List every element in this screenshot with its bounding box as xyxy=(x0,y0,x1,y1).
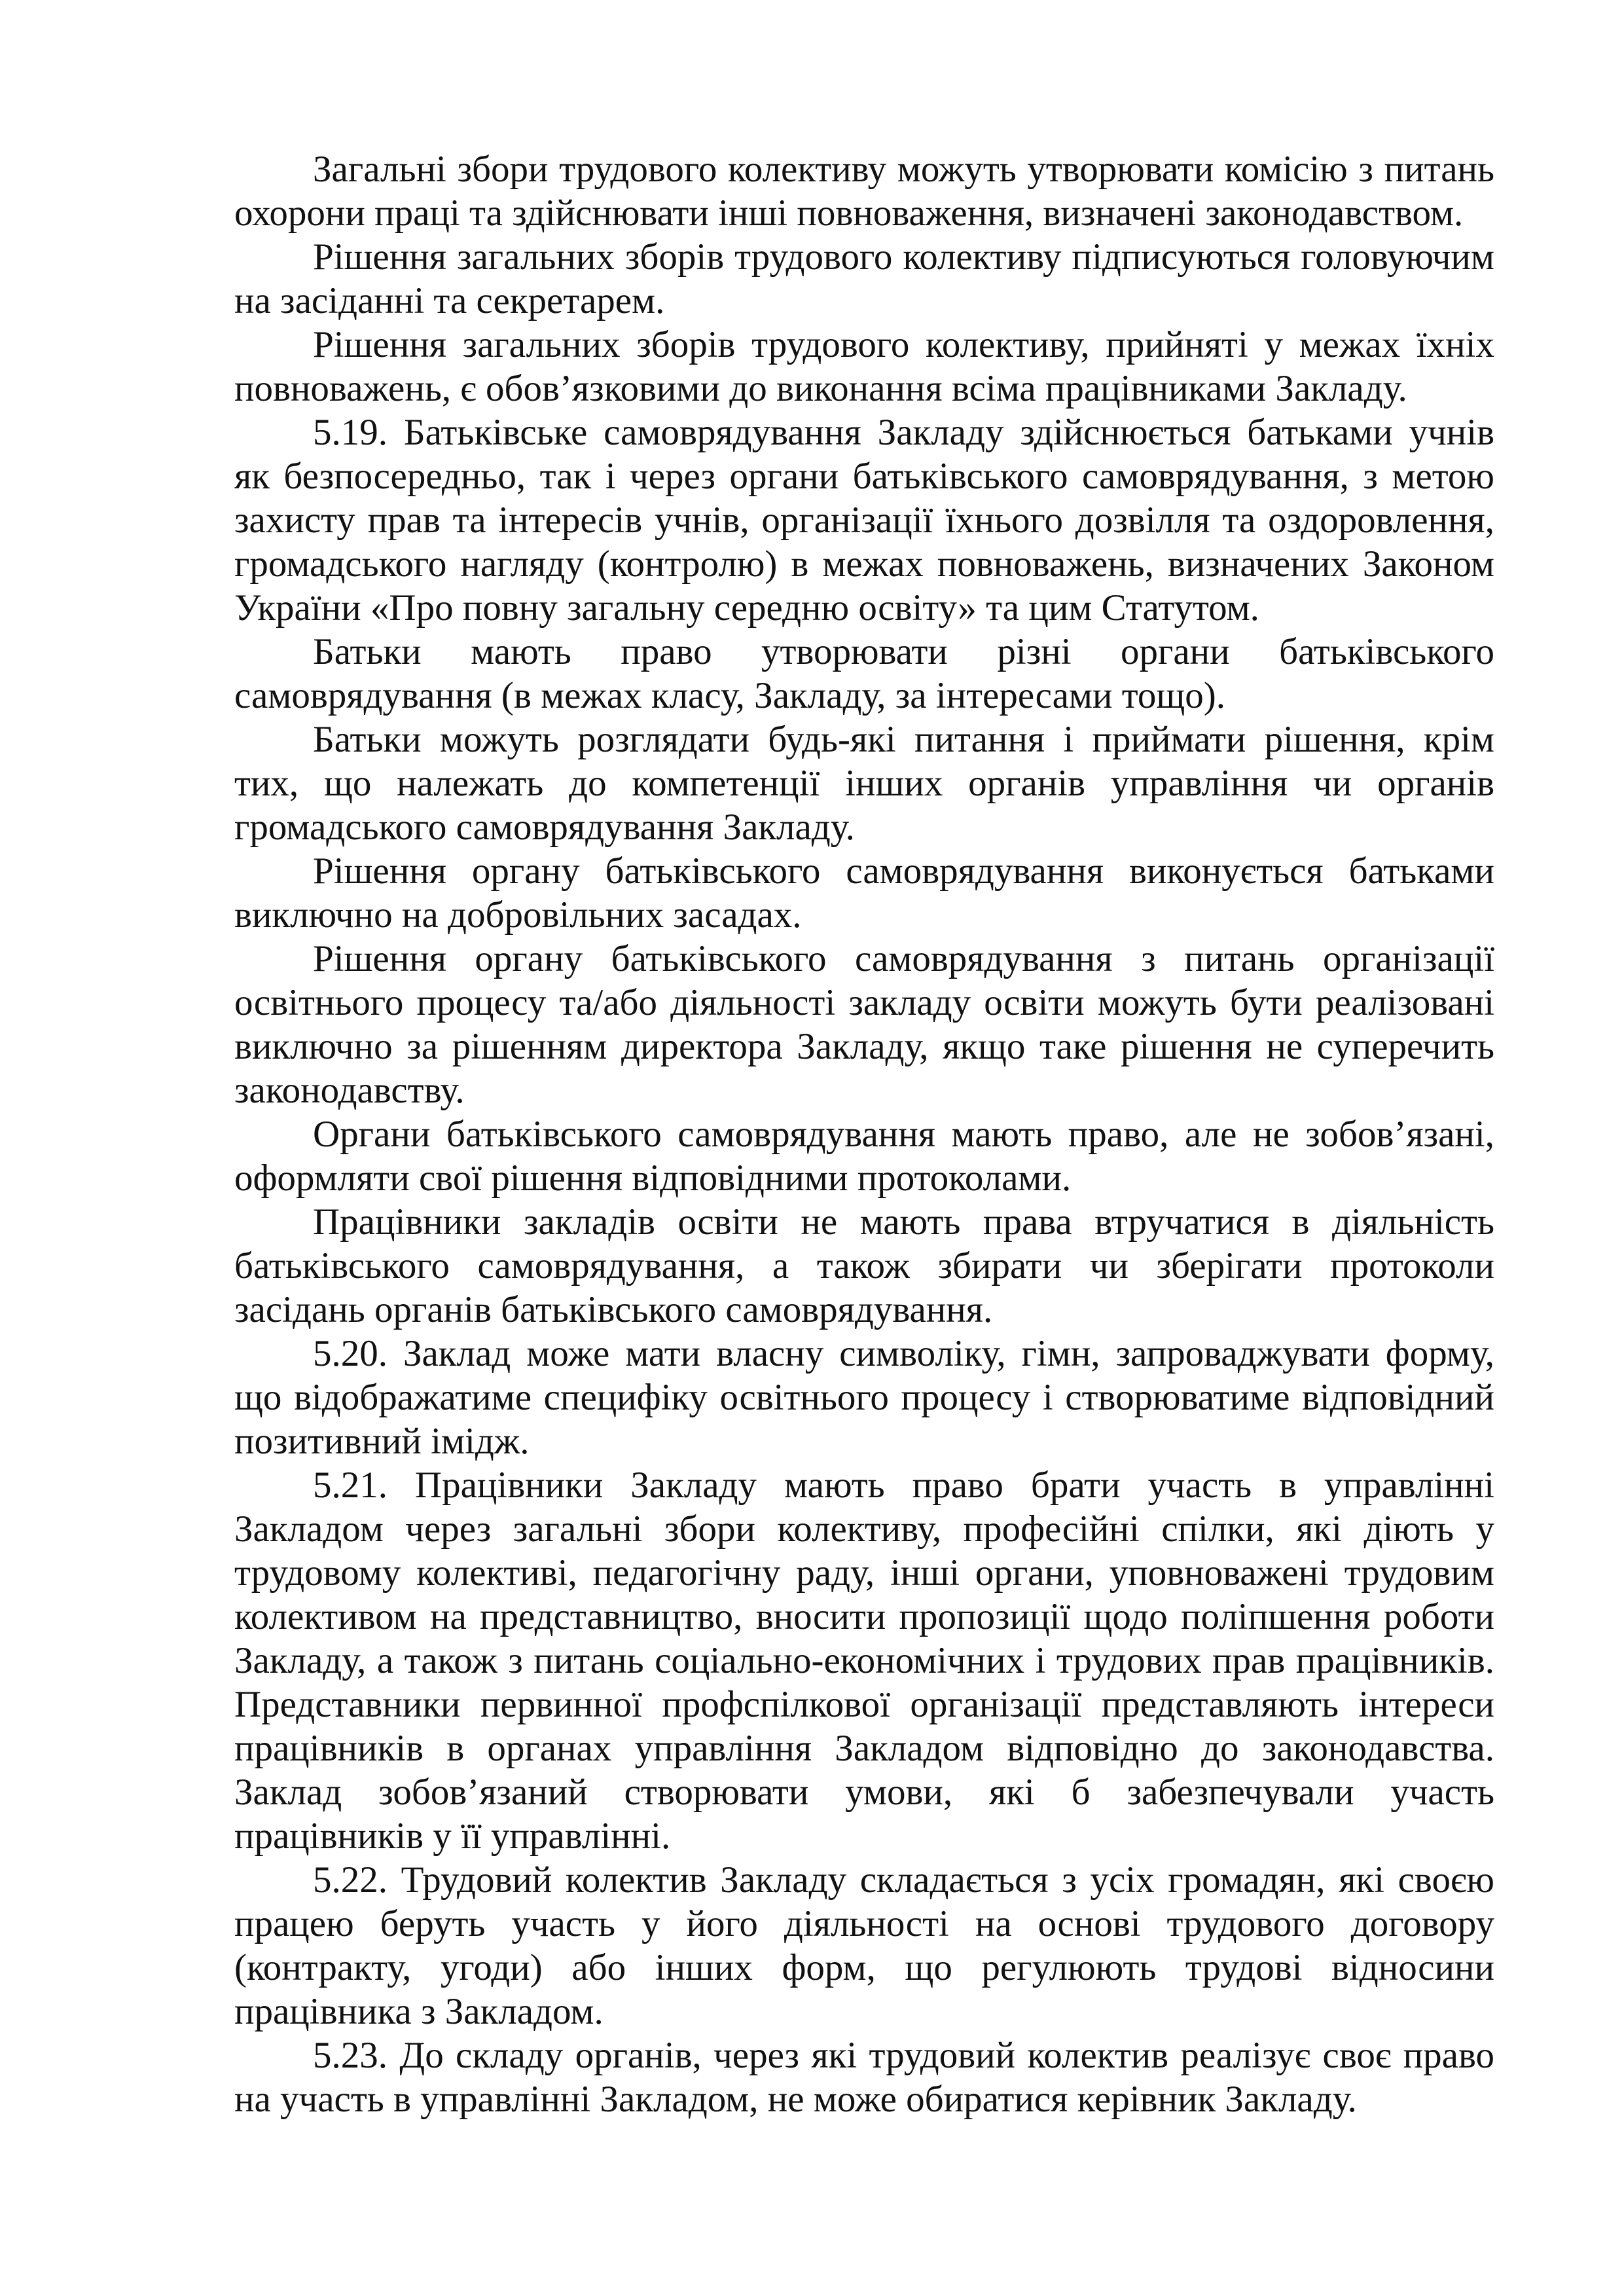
paragraph-protocols-optional: Органи батьківського самоврядування мають право, але не зобов’язані, оформляти свої рішення відповідними протоколами. xyxy=(234,1114,1494,1199)
paragraph-parents-questions: Батьки можуть розглядати будь-які питання і приймати рішення, крім тих, що належать до компетенції інших органів управління чи органів громадського самоврядування Закладу. xyxy=(234,719,1494,848)
paragraph-5-23-head-excluded: 5.23. До складу органів, через які трудовий колектив реалізує своє право на участь в управлінні Закладом, не може обиратися керівник Закладу. xyxy=(234,2035,1494,2120)
paragraph-5-21-employee-participation: 5.21. Працівники Закладу мають право брати участь в управлінні Закладом через загальні збори колективу, професійні спілки, які діють у трудовому колективі, педагогічну раду, інші органи, уповноважені трудовим колективом на представництво, вносити пропозиції щодо поліпшення роботи Закладу, а також з питань соціально-економічних і трудових прав працівників. Представники первинної профспілкової організації представляють інтереси працівників в органах управління Закладом відповідно до законодавства. Заклад зобов’язаний створювати умови, які б забезпечували участь працівників у її управлінні. xyxy=(234,1465,1494,1857)
paragraph-general-meeting-commission: Загальні збори трудового колективу можуть утворювати комісію з питань охорони праці та здійснювати інші повноваження, визначені законодавством. xyxy=(234,149,1494,234)
document-body xyxy=(234,147,1494,2121)
paragraph-5-19-parental-self-government: 5.19. Батьківське самоврядування Закладу здійснюється батьками учнів як безпосередньо, так і через органи батьківського самоврядування, з метою захисту прав та інтересів учнів, організації їхнього дозвілля та оздоровлення, громадського нагляду (контролю) в межах повноважень, визначених Законом України «Про повну загальну середню освіту» та цим Статутом. xyxy=(234,412,1494,629)
paragraph-decisions-signed: Рішення загальних зборів трудового колективу підписуються головуючим на засіданні та секретарем. xyxy=(234,236,1494,321)
paragraph-5-22-labor-collective: 5.22. Трудовий колектив Закладу складається з усіх громадян, які своєю працею беруть участь у його діяльності на основі трудового договору (контракту, угоди) або інших форм, що регулюють трудові відносини працівника з Закладом. xyxy=(234,1859,1494,2032)
paragraph-director-decision: Рішення органу батьківського самоврядування з питань організації освітнього процесу та/або діяльності закладу освіти можуть бути реалізовані виключно за рішенням директора Закладу, якщо таке рішення не суперечить законодавству. xyxy=(234,938,1494,1111)
paragraph-decisions-binding: Рішення загальних зборів трудового колективу, прийняті у межах їхніх повноважень, є обов’язковими до виконання всіма працівниками Закладу. xyxy=(234,324,1494,409)
paragraph-voluntary-basis: Рішення органу батьківського самоврядування виконується батьками виключно на добровільних засадах. xyxy=(234,850,1494,936)
paragraph-no-interference: Працівники закладів освіти не мають права втручатися в діяльність батьківського самоврядування, а також збирати чи зберігати протоколи засідань органів батьківського самоврядування. xyxy=(234,1201,1494,1330)
paragraph-parents-bodies: Батьки мають право утворювати різні органи батьківського самоврядування (в межах класу, Закладу, за інтересами тощо). xyxy=(234,631,1494,716)
paragraph-5-20-symbols: 5.20. Заклад може мати власну символіку, гімн, запроваджувати форму, що відображатиме специфіку освітнього процесу і створюватиме відповідний позитивний імідж. xyxy=(234,1333,1494,1462)
